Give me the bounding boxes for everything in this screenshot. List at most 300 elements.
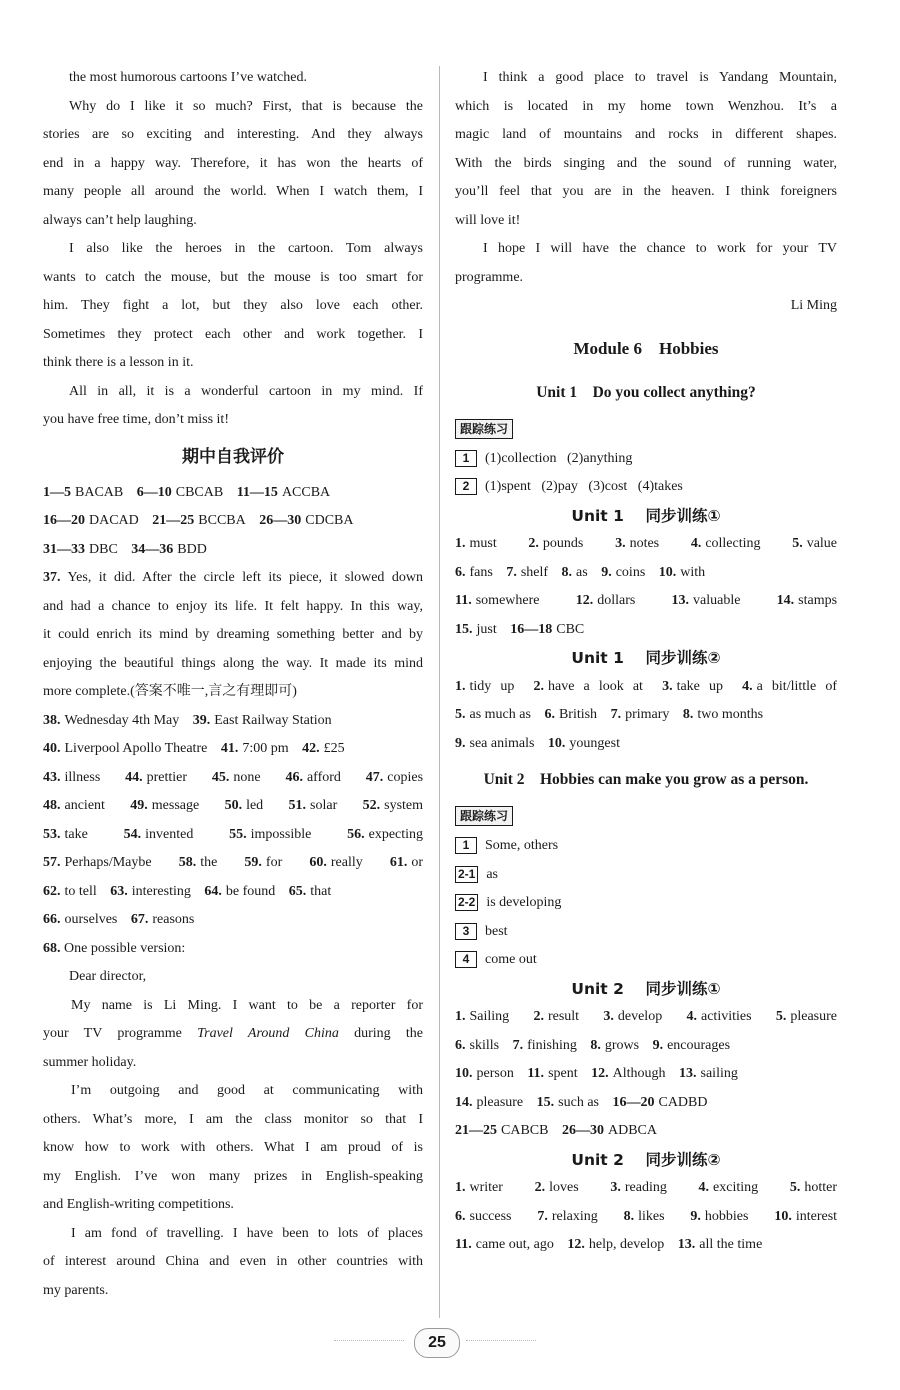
- answer-text: reasons: [152, 912, 195, 927]
- answer-text: solar: [310, 798, 338, 813]
- answer-text: likes: [638, 1208, 665, 1224]
- track-item: [455, 832, 837, 861]
- question-number: 7.: [610, 707, 622, 722]
- answer-text: Perhaps/Maybe: [64, 855, 152, 870]
- question-number: 21—25: [455, 1123, 497, 1138]
- answer-row: [455, 1231, 837, 1260]
- answer-text: tidy up: [469, 678, 515, 694]
- question-number: 15.: [455, 621, 473, 637]
- question-number: 1.: [455, 1180, 466, 1195]
- essay-line: I also like the heroes in the cartoon. Tom always: [69, 241, 423, 256]
- question-number: 9.: [455, 735, 466, 751]
- question-number: 15.: [536, 1094, 555, 1110]
- fill-row: [43, 735, 423, 764]
- letter-line: summer holiday.: [43, 1054, 137, 1070]
- q37-line: it could enrich its mind by dreaming something better and by: [43, 627, 423, 642]
- answer-row: [455, 1003, 837, 1032]
- fill-row: [43, 707, 423, 736]
- answer-text: ancient: [64, 798, 105, 813]
- answer-row: [455, 1032, 837, 1061]
- question-number-box: 2: [455, 478, 477, 495]
- answer-text: youngest: [569, 735, 620, 751]
- question-number: 5.: [792, 536, 803, 551]
- question-number: 39.: [192, 712, 211, 728]
- fill-row: [43, 764, 423, 793]
- mc-answer: BDD: [177, 541, 207, 557]
- answer-text: spent: [548, 1066, 578, 1081]
- answer-text: activities: [701, 1009, 752, 1024]
- answer-text: (1)collection (2)anything: [485, 450, 633, 466]
- question-number: 43.: [43, 769, 61, 785]
- answer-text: person: [476, 1066, 514, 1081]
- letter-line: programme.: [455, 269, 524, 285]
- fill-row: [43, 821, 423, 850]
- question-number: 41.: [220, 741, 239, 756]
- answer-text: interesting: [131, 883, 191, 899]
- answer-row: [455, 730, 837, 759]
- answer-text: such as: [558, 1094, 599, 1110]
- answer-row: [455, 559, 837, 588]
- question-number: 16—18: [510, 621, 553, 637]
- answer-text: take up: [676, 678, 723, 694]
- fill-row: [43, 792, 423, 821]
- letter-line: I am fond of travelling. I have been to lots of places: [71, 1225, 423, 1241]
- question-number: 14.: [455, 1094, 473, 1110]
- answer-text: your TV programme: [43, 1026, 182, 1041]
- essay-line: him. They fight a lot, but they also love each other.: [43, 298, 423, 313]
- module-title: Module 6 Hobbies: [573, 338, 719, 358]
- mc-answer: BCCBA: [198, 513, 246, 528]
- question-number: 61.: [389, 855, 408, 870]
- mc-range: 11—15: [236, 484, 278, 500]
- question-number: 16—20: [612, 1094, 655, 1110]
- answer-text: impossible: [250, 826, 312, 842]
- answer-text: sailing: [700, 1066, 738, 1081]
- question-number: 4.: [686, 1009, 697, 1024]
- answer-text: Unit 1 同步训练②: [571, 649, 721, 667]
- essay-line: All in all, it is a wonderful cartoon in my mind. If: [69, 383, 423, 399]
- question-number: 6.: [455, 1037, 466, 1053]
- letter-line: and English-writing competitions.: [43, 1197, 234, 1212]
- letter-line: others. What’s more, I am the class monitor so that I: [43, 1111, 423, 1127]
- question-number: 11.: [455, 593, 472, 608]
- essay-line: you have free time, don’t miss it!: [43, 412, 229, 427]
- question-number: 63.: [110, 883, 128, 899]
- answer-text: afford: [306, 769, 341, 785]
- q37-line: enjoying the beautiful things along the way. It made its mind: [43, 655, 423, 671]
- question-number: 45.: [211, 769, 230, 785]
- fill-row: [43, 878, 423, 907]
- mc-answer: DACAD: [89, 513, 139, 528]
- answer-text: with: [680, 564, 706, 580]
- answer-text: Some, others: [485, 838, 559, 853]
- answer-text: during the: [354, 1026, 423, 1041]
- programme-title: Travel Around China: [197, 1026, 339, 1041]
- question-number: 2.: [533, 678, 544, 694]
- question-number: 68.: [43, 940, 61, 956]
- question-number: 5.: [789, 1180, 801, 1195]
- track-item: [455, 889, 837, 918]
- answer-text: led: [246, 798, 264, 813]
- mc-range: 31—33: [43, 541, 85, 557]
- question-number: 48.: [43, 798, 61, 813]
- answer-row: [455, 1174, 837, 1203]
- question-number-box: 1: [455, 837, 477, 854]
- answer-row: [455, 1117, 837, 1146]
- question-number: 12.: [567, 1237, 585, 1252]
- answer-text: ADBCA: [607, 1123, 657, 1138]
- mc-answer: ACCBA: [281, 484, 331, 500]
- question-number: 4.: [690, 536, 702, 551]
- question-number: 6.: [455, 1208, 466, 1224]
- answer-text: encourages: [667, 1037, 731, 1053]
- answer-row: [455, 673, 837, 702]
- answer-text: all the time: [699, 1237, 763, 1252]
- question-number-box: 2-2: [455, 894, 478, 911]
- answer-text: primary: [625, 707, 670, 722]
- question-number: 9.: [652, 1037, 664, 1053]
- question-number: 12.: [591, 1066, 609, 1081]
- answer-row: [455, 530, 837, 559]
- question-number: 66.: [43, 912, 61, 927]
- question-number: 14.: [776, 593, 795, 608]
- answer-text: as: [576, 564, 588, 580]
- question-number: 57.: [43, 855, 61, 870]
- essay-line: Sometimes they protect each other and work together. I: [43, 326, 423, 342]
- answer-text: grows: [604, 1037, 640, 1053]
- page-number: 25: [414, 1328, 460, 1358]
- q37-line: more complete.(答案不唯一,言之有理即可): [43, 684, 297, 699]
- answer-text: 7:00 pm: [242, 741, 289, 756]
- question-number: 8.: [561, 564, 573, 580]
- question-number: 1.: [455, 536, 466, 551]
- letter-signature: Li Ming: [790, 298, 837, 313]
- mc-answer: BACAB: [75, 484, 124, 500]
- essay-line: the most humorous cartoons I’ve watched.: [69, 70, 307, 85]
- track-item: [455, 473, 837, 502]
- letter-line: I hope I will have the chance to work for your TV: [483, 241, 837, 256]
- letter-line: know how to work with others. What I am proud of is: [43, 1140, 423, 1155]
- question-number: 44.: [125, 769, 143, 785]
- column-divider: [439, 66, 440, 1318]
- answer-text: be found: [225, 883, 276, 899]
- question-number: 52.: [362, 798, 381, 813]
- page-decoration-left: [334, 1340, 404, 1345]
- question-number: 26—30: [561, 1123, 604, 1138]
- answer-text: that: [310, 883, 332, 899]
- answer-text: illness: [64, 769, 101, 785]
- answer-text: Unit 2 同步训练②: [571, 1150, 721, 1169]
- answer-text: sea animals: [469, 735, 535, 751]
- answer-text: reading: [624, 1180, 667, 1195]
- track-tag-row: [455, 415, 837, 445]
- answer-text: One possible version:: [64, 940, 186, 956]
- letter-line: which is located in my home town Wenzhou. It’s a: [455, 98, 837, 114]
- answer-text: (1)spent (2)pay (3)cost (4)takes: [485, 479, 683, 494]
- answer-text: take: [64, 826, 88, 842]
- question-number: 11.: [527, 1066, 545, 1081]
- q68-line: [43, 935, 423, 964]
- letter-line: With the birds singing and the sound of running water,: [455, 155, 837, 171]
- answer-text: help, develop: [588, 1237, 665, 1252]
- question-number: 7.: [506, 564, 517, 580]
- question-number: 1.: [455, 1009, 466, 1024]
- mc-range: 34—36: [131, 541, 174, 557]
- answer-text: CBC: [556, 621, 585, 637]
- answer-text: copies: [387, 769, 424, 785]
- letter-line: I think a good place to travel is Yandang Mountain,: [483, 70, 837, 85]
- answer-text: success: [469, 1208, 512, 1224]
- question-number: 38.: [43, 712, 61, 728]
- essay-line: think there is a lesson in it.: [43, 355, 194, 370]
- answer-text: valuable: [693, 593, 741, 608]
- q37-line: and had a chance to enjoy its life. It felt happy. In this way,: [43, 598, 423, 614]
- answer-text: system: [384, 798, 424, 813]
- question-number: 7.: [512, 1037, 524, 1053]
- track-tag-row: [455, 802, 837, 832]
- mc-answer: CBCAB: [175, 484, 224, 500]
- track-practice-tag: 跟踪练习: [455, 419, 513, 439]
- answer-text: message: [151, 798, 200, 813]
- answer-text: as: [486, 866, 499, 882]
- answer-text: skills: [469, 1037, 500, 1053]
- u2-sync2-title: [455, 1146, 837, 1175]
- q37-text: Yes, it did. After the circle left its piece, it slowed down: [67, 570, 423, 585]
- question-number: 40.: [43, 741, 61, 756]
- answer-text: Although: [612, 1066, 666, 1081]
- answer-text: pleasure: [476, 1094, 524, 1110]
- question-number: 3.: [603, 1009, 614, 1024]
- mc-range: 21—25: [152, 513, 195, 528]
- answer-text: notes: [629, 536, 660, 551]
- question-number-box: 4: [455, 951, 477, 968]
- answer-text: value: [806, 536, 838, 551]
- answer-text: fans: [469, 564, 493, 580]
- answer-text: best: [485, 923, 508, 939]
- letter-line: [43, 1020, 423, 1049]
- question-number: 3.: [610, 1180, 621, 1195]
- answer-row: [455, 616, 837, 645]
- question-number: 12.: [575, 593, 594, 608]
- answer-text: Liverpool Apollo Theatre: [64, 741, 208, 756]
- question-number: 10.: [774, 1208, 792, 1224]
- question-number: 67.: [130, 912, 149, 927]
- question-number: 46.: [285, 769, 303, 785]
- question-number: 1.: [455, 678, 466, 694]
- question-number: 2.: [528, 536, 539, 551]
- question-number: 49.: [130, 798, 148, 813]
- answer-text: the: [200, 855, 218, 870]
- mc-row: [43, 479, 423, 508]
- right-column: [455, 64, 837, 1260]
- answer-text: develop: [617, 1009, 663, 1024]
- question-number: 51.: [288, 798, 307, 813]
- answer-text: two months: [697, 707, 764, 722]
- answer-text: hotter: [804, 1180, 837, 1195]
- essay-line: end in a happy way. Therefore, it has won the hearts of: [43, 155, 423, 171]
- answer-text: must: [469, 536, 497, 551]
- answer-text: Unit 2 同步训练①: [571, 979, 721, 998]
- answer-text: pleasure: [790, 1009, 837, 1024]
- answer-text: British: [558, 707, 598, 722]
- mc-range: 26—30: [259, 513, 302, 528]
- question-number: 50.: [224, 798, 243, 813]
- essay-line: stories are so exciting and interesting. And they always: [43, 127, 423, 142]
- answer-text: for: [265, 855, 283, 870]
- answer-text: loves: [549, 1180, 579, 1195]
- answer-row: [455, 1203, 837, 1232]
- answer-text: is developing: [486, 895, 562, 910]
- question-number: 55.: [229, 826, 247, 842]
- mc-row: [43, 507, 423, 536]
- question-number: 5.: [455, 707, 466, 722]
- answer-text: writer: [469, 1180, 503, 1195]
- fill-row: [43, 849, 423, 878]
- question-number: 4.: [698, 1180, 710, 1195]
- page-decoration-right: [466, 1340, 536, 1345]
- q37-line: [43, 564, 423, 593]
- question-number: 65.: [288, 883, 307, 899]
- letter-line: magic land of mountains and rocks in different shapes.: [455, 127, 837, 142]
- essay-line: many people all around the world. When I watch them, I: [43, 184, 423, 199]
- u1-sync2-title: [455, 644, 837, 673]
- answer-text: or: [411, 855, 424, 870]
- answer-text: Sailing: [469, 1009, 510, 1024]
- answer-text: finishing: [527, 1037, 577, 1053]
- letter-line: will love it!: [455, 212, 521, 228]
- track-item: [455, 861, 837, 890]
- question-number: 3.: [615, 536, 626, 551]
- midterm-title: 期中自我评价: [182, 446, 284, 466]
- answer-text: have a look at: [548, 678, 643, 694]
- answer-text: shelf: [520, 564, 549, 580]
- answer-text: none: [233, 769, 261, 785]
- letter-line: my English. I’ve won many prizes in English-speaking: [43, 1168, 423, 1184]
- track-item: [455, 918, 837, 947]
- question-number: 13.: [677, 1237, 696, 1252]
- answer-text: interest: [795, 1208, 838, 1224]
- answer-text: come out: [485, 952, 537, 967]
- left-column: [43, 64, 423, 1305]
- essay-line: Why do I like it so much? First, that is because the: [69, 98, 423, 114]
- mc-range: 1—5: [43, 484, 71, 500]
- track-practice-tag: 跟踪练习: [455, 806, 513, 826]
- question-number: 6.: [455, 564, 466, 580]
- answer-text: Wednesday 4th May: [64, 712, 180, 728]
- question-number: 8.: [682, 707, 694, 722]
- track-item: [455, 445, 837, 474]
- answer-text: prettier: [146, 769, 188, 785]
- answer-text: collecting: [705, 536, 761, 551]
- answer-text: ourselves: [64, 912, 118, 927]
- mc-range: 16—20: [43, 513, 85, 528]
- answer-text: £25: [323, 741, 345, 756]
- mc-range: 6—10: [136, 484, 172, 500]
- question-number: 42.: [302, 741, 320, 756]
- question-number: 47.: [365, 769, 384, 785]
- question-number: 9.: [690, 1208, 701, 1224]
- u1-sync1-title: [455, 502, 837, 531]
- answer-text: just: [476, 621, 497, 637]
- question-number-box: 3: [455, 923, 477, 940]
- question-number: 56.: [347, 826, 365, 842]
- question-number: 13.: [679, 1066, 697, 1081]
- question-number: 2.: [533, 1009, 544, 1024]
- unit2-title: Unit 2 Hobbies can make you grow as a person.: [483, 771, 809, 788]
- answer-text: as much as: [469, 707, 531, 722]
- letter-line: My name is Li Ming. I want to be a reporter for: [71, 997, 423, 1013]
- question-number: 60.: [309, 855, 327, 870]
- answer-text: relaxing: [551, 1208, 598, 1224]
- mc-answer: DBC: [89, 541, 118, 557]
- question-number: 10.: [547, 735, 566, 751]
- track-item: [455, 946, 837, 975]
- question-number: 8.: [590, 1037, 601, 1053]
- answer-text: East Railway Station: [214, 712, 332, 728]
- answer-text: CABCB: [501, 1123, 549, 1138]
- essay-line: wants to catch the mouse, but the mouse is too smart for: [43, 269, 423, 285]
- answer-text: CADBD: [658, 1094, 708, 1110]
- answer-text: a bit/little of: [756, 678, 838, 694]
- mc-row: [43, 536, 423, 565]
- answer-text: somewhere: [475, 593, 540, 608]
- question-number: 7.: [537, 1208, 548, 1224]
- question-number: 59.: [244, 855, 262, 870]
- answer-text: invented: [145, 826, 194, 842]
- answer-row: [455, 701, 837, 730]
- letter-line: my parents.: [43, 1282, 109, 1298]
- question-number: 13.: [671, 593, 690, 608]
- letter-line: I’m outgoing and good at communicating with: [71, 1083, 423, 1098]
- letter-line: of interest around China and even in other countries with: [43, 1254, 423, 1269]
- letter-greeting: Dear director,: [69, 969, 147, 984]
- question-number: 58.: [178, 855, 197, 870]
- answer-text: Unit 1 同步训练①: [571, 506, 721, 525]
- letter-line: you’ll feel that you are in the heaven. I think foreigners: [455, 184, 837, 199]
- answer-text: result: [547, 1009, 580, 1024]
- answer-row: [455, 587, 837, 616]
- answer-text: pounds: [542, 536, 584, 551]
- question-number: 8.: [623, 1208, 635, 1224]
- question-number-box: 2-1: [455, 866, 478, 883]
- answer-text: stamps: [798, 593, 838, 608]
- answer-text: dollars: [597, 593, 636, 608]
- u2-sync1-title: [455, 975, 837, 1004]
- answer-text: coins: [615, 564, 646, 580]
- answer-text: really: [330, 855, 363, 870]
- answer-row: [455, 1089, 837, 1118]
- fill-row: [43, 906, 423, 935]
- question-number: 54.: [123, 826, 142, 842]
- question-number: 2.: [534, 1180, 546, 1195]
- answer-text: expecting: [368, 826, 424, 842]
- question-number: 5.: [775, 1009, 787, 1024]
- answer-row: [455, 1060, 837, 1089]
- question-number-box: 1: [455, 450, 477, 467]
- question-number: 4.: [742, 678, 753, 694]
- answer-text: exciting: [713, 1180, 759, 1195]
- answer-text: hobbies: [704, 1208, 749, 1224]
- question-number: 11.: [455, 1237, 472, 1252]
- question-number: 10.: [455, 1066, 473, 1081]
- question-number: 53.: [43, 826, 61, 842]
- answer-text: to tell: [64, 883, 97, 899]
- mc-answer: CDCBA: [305, 513, 354, 528]
- question-number: 62.: [43, 883, 61, 899]
- question-number: 3.: [662, 678, 673, 694]
- question-number: 6.: [544, 707, 555, 722]
- question-number: 9.: [601, 564, 612, 580]
